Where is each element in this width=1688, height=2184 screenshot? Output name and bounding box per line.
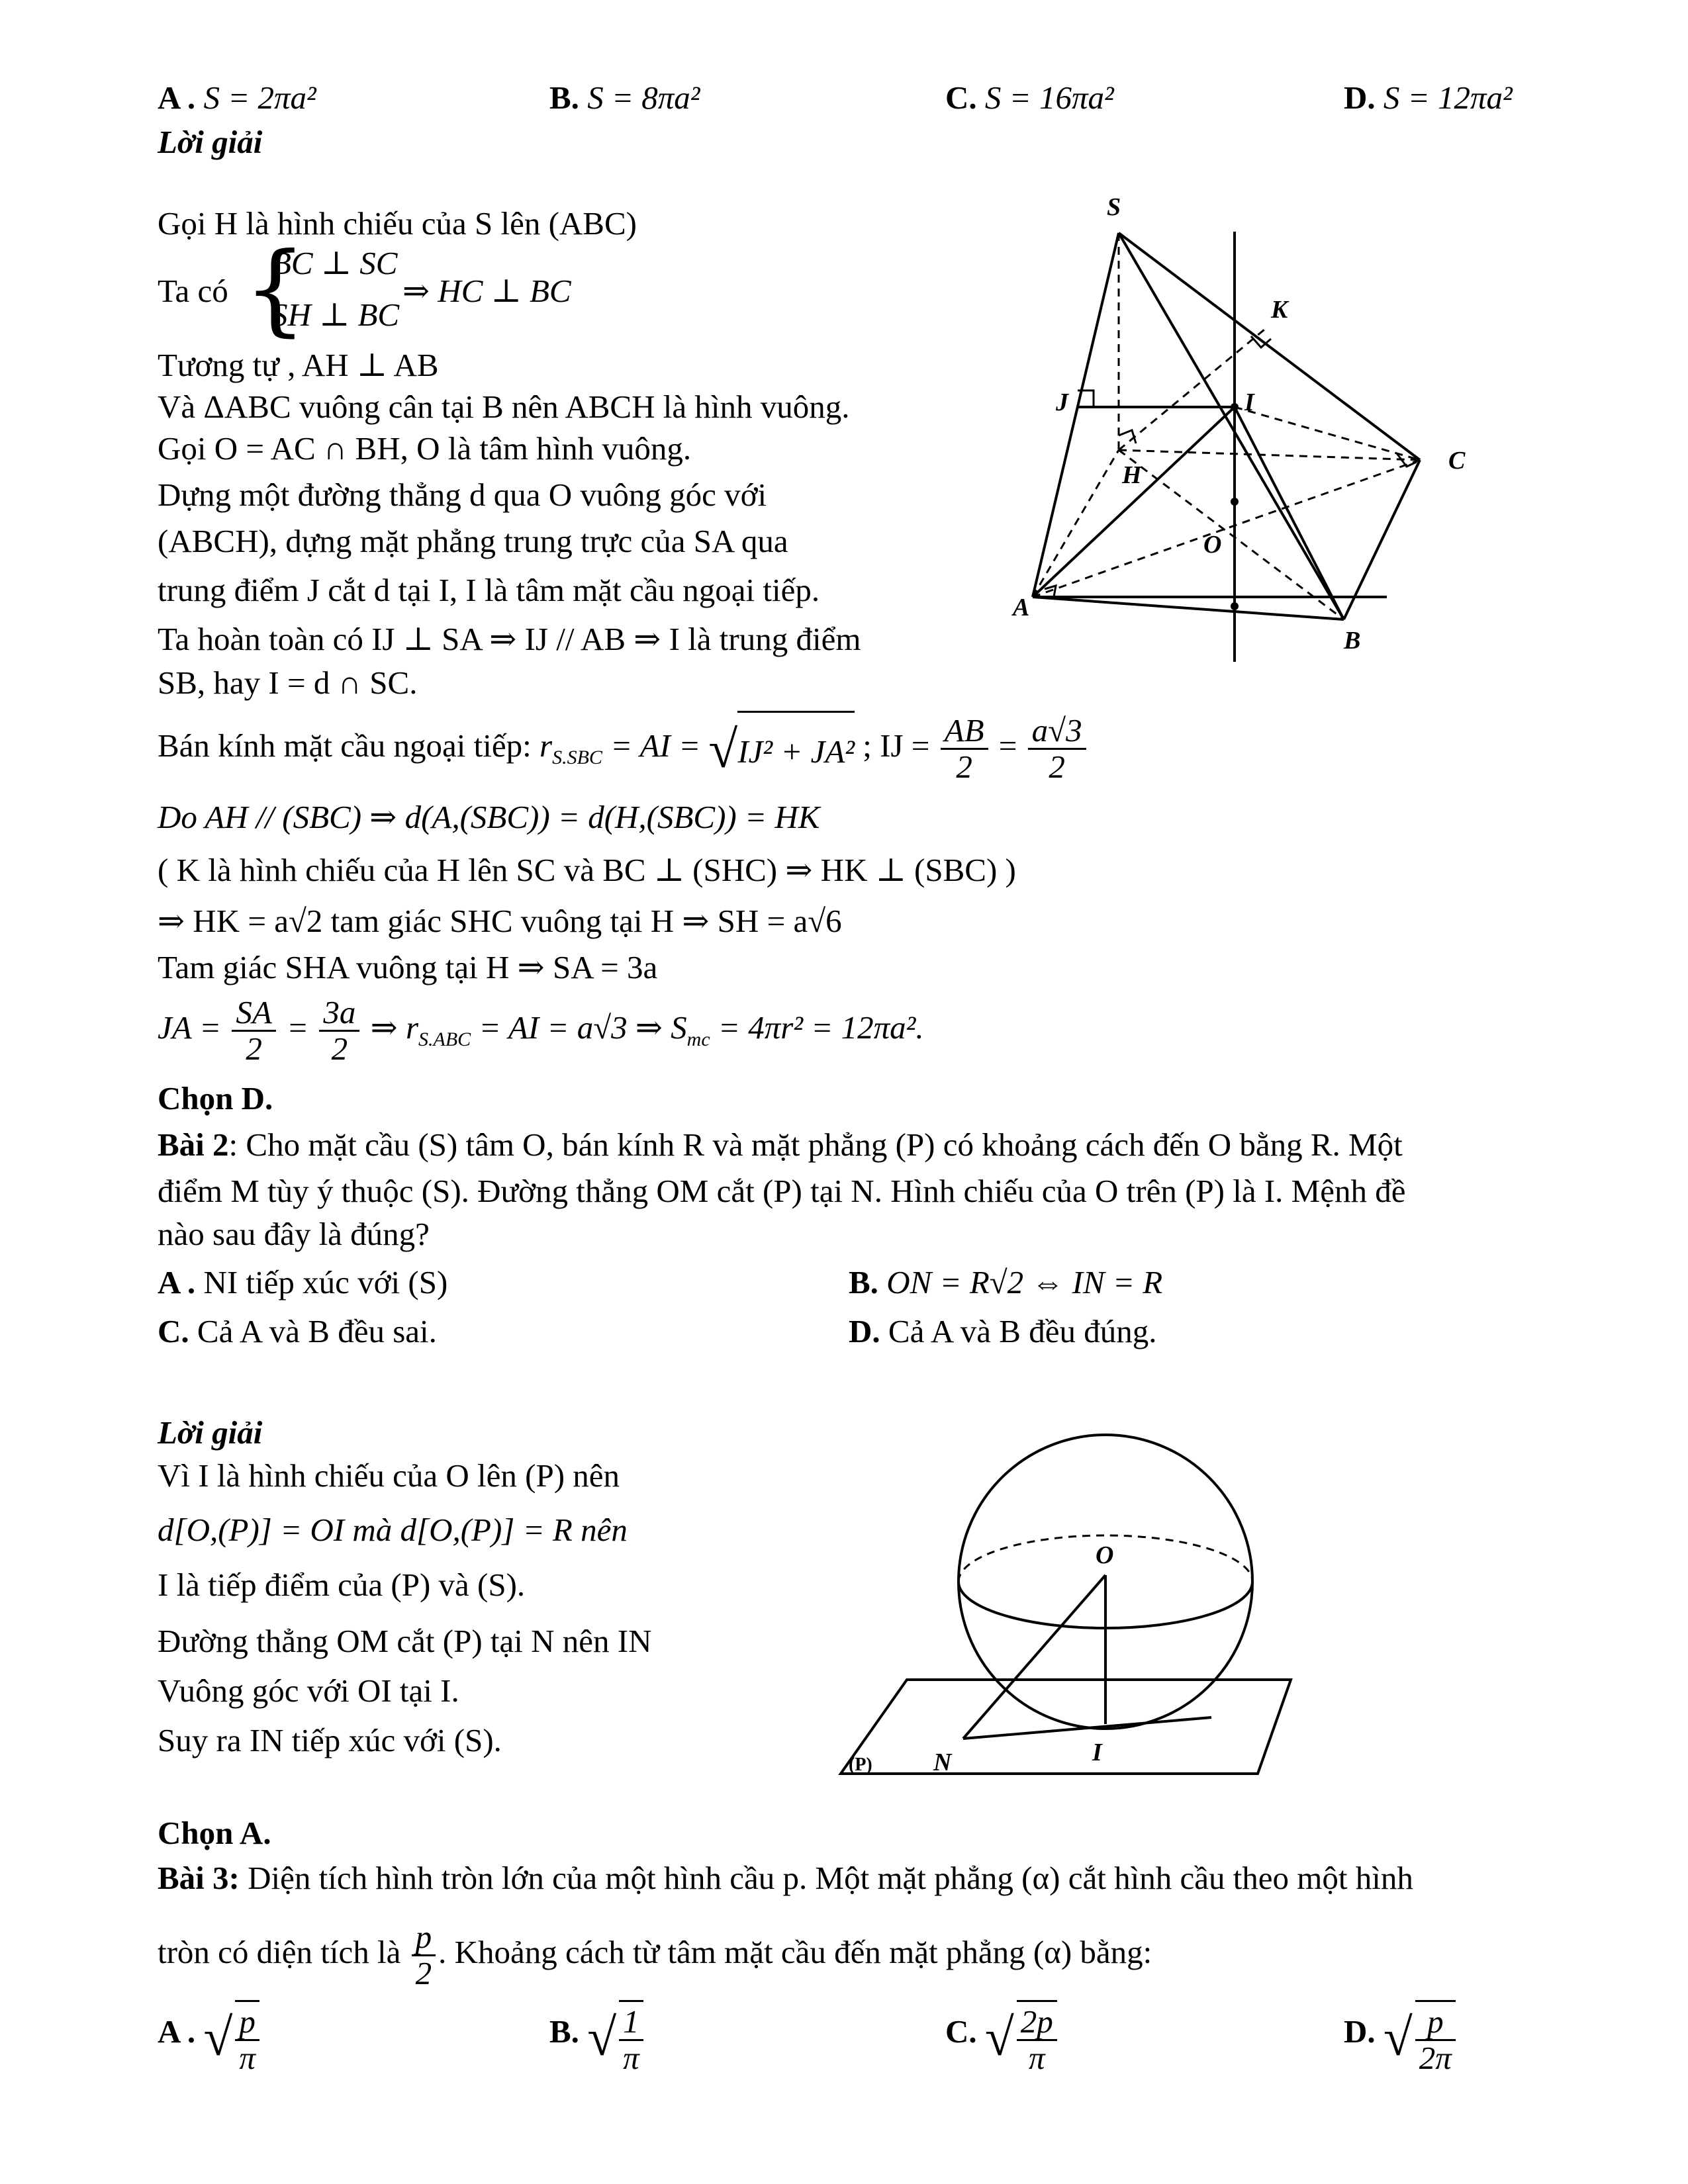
label-j: J [1056, 388, 1068, 416]
label-i: I [1244, 388, 1254, 416]
edge-bc [1344, 460, 1420, 619]
solution2-line: Đường thẳng OM cắt (P) tại N nên IN [158, 1623, 652, 1659]
solution1-line: ⇒ HK = a√2 tam giác SHC vuông tại H ⇒ SH = a√6 [158, 903, 842, 939]
option-c[interactable]: C. S = 16πa² [945, 79, 1114, 116]
sqrt: √IJ² + JA² [708, 710, 855, 788]
q3-line: tròn có diện tích là $\frac{p}{2}$ . Khoảng cách từ tâm mặt cầu đến mặt phẳng (α) bằng: [158, 1919, 1152, 1992]
right-angle-h [1119, 430, 1136, 443]
pyramid-figure [993, 185, 1496, 675]
solution2-line: Vuông góc với OI tại I. [158, 1672, 459, 1709]
label-i: I [1092, 1739, 1102, 1766]
fraction: $\frac{AB}{2}$ [941, 713, 988, 784]
solution1-line: Do AH // (SBC) ⇒ d(A,(SBC)) = d(H,(SBC)) = HK [158, 799, 820, 835]
q2-option-a[interactable]: A . NI tiếp xúc với (S) [158, 1264, 448, 1300]
option-b[interactable]: B. S = 8πa² [549, 79, 700, 116]
tangent-ni [963, 1717, 1211, 1739]
segment-ib [1235, 407, 1344, 619]
solution1-line: (ABCH), dựng mặt phẳng trung trực của SA qua [158, 523, 788, 559]
solution1-line: trung điểm J cắt d tại I, I là tâm mặt cầu ngoại tiếp. [158, 572, 820, 608]
system-result: ⇒ HC ⊥ BC [402, 273, 571, 309]
q3-option-a[interactable]: A . √ $\frac{p}{\pi}$ [158, 1992, 262, 2075]
sphere-figure [834, 1416, 1311, 1787]
option-d[interactable]: D. S = 12πa² [1344, 79, 1513, 116]
segment-on [963, 1575, 1105, 1739]
label-a: A [1013, 594, 1030, 621]
system-eq: SH ⊥ BC [271, 296, 400, 333]
label-n: N [933, 1749, 952, 1776]
label-h: H [1122, 461, 1142, 489]
segment-ah [1033, 450, 1119, 597]
label-c: C [1448, 447, 1466, 475]
q2-line: Bài 2: Cho mặt cầu (S) tâm O, bán kính R và mặt phẳng (P) có khoảng cách đến O bằng R. Một [158, 1126, 1403, 1163]
label-plane: (P) [849, 1754, 872, 1775]
segment-hk [1119, 330, 1264, 450]
solution1-heading: Lời giải [158, 124, 263, 160]
segment-ic [1235, 407, 1420, 460]
q2-option-c[interactable]: C. Cả A và B đều sai. [158, 1313, 437, 1349]
solution1-line: Dựng một đường thẳng d qua O vuông góc với [158, 477, 767, 513]
fraction: $\frac{a√3}{2}$ [1028, 713, 1086, 784]
segment-hc [1119, 450, 1420, 460]
option-a[interactable]: A . S = 2πa² [158, 79, 316, 116]
label-o: O [1096, 1541, 1114, 1569]
q3-option-b[interactable]: B. √ $\frac{1}{\pi}$ [549, 1992, 646, 2075]
solution1-line: Gọi O = AC ∩ BH, O là tâm hình vuông. [158, 430, 692, 467]
sqrt: √ $\frac{p}{2\pi}$ [1383, 1995, 1458, 2075]
solution2-line: Suy ra IN tiếp xúc với (S). [158, 1722, 502, 1758]
answer-choice: Chọn D. [158, 1080, 273, 1116]
edge-sc [1119, 233, 1420, 460]
q3-option-d[interactable]: D. √ $\frac{p}{2\pi}$ [1344, 1992, 1458, 2075]
solution1-line: Ta hoàn toàn có IJ ⊥ SA ⇒ IJ // AB ⇒ I là trung điểm [158, 621, 861, 657]
sqrt: √ $\frac{1}{\pi}$ [587, 1995, 645, 2075]
q2-option-d[interactable]: D. Cả A và B đều đúng. [849, 1313, 1157, 1349]
solution1-line: Tương tự , AH ⊥ AB [158, 347, 439, 383]
solution2-heading: Lời giải [158, 1414, 263, 1451]
q2-line: điểm M tùy ý thuộc (S). Đường thẳng OM cắt (P) tại N. Hình chiếu của O trên (P) là I. Mệnh đề [158, 1173, 1406, 1209]
label-s: S [1107, 193, 1121, 221]
q3-option-c[interactable]: C. √ $\frac{2p}{\pi}$ [945, 1992, 1060, 2075]
solution1-line: Và ΔABC vuông cân tại B nên ABCH là hình vuông. [158, 388, 850, 425]
q2-line: nào sau đây là đúng? [158, 1216, 430, 1252]
diagonal-ac [1033, 460, 1420, 597]
sqrt: √ $\frac{p}{\pi}$ [203, 1995, 261, 2075]
solution2-line: I là tiếp điểm của (P) và (S). [158, 1567, 526, 1603]
solution1-line: Ta có [158, 273, 228, 309]
solution1-line: ( K là hình chiếu của H lên SC và BC ⊥ (SHC) ⇒ HK ⊥ (SBC) ) [158, 852, 1016, 888]
solution2-line: Vì I là hình chiếu của O lên (P) nên [158, 1457, 620, 1494]
fraction: $\frac{p}{2}$ [412, 1920, 436, 1991]
final-line: JA = $\frac{SA}{2}$ = $\frac{3a}{2}$ ⇒ $r_{S.ABC}$ = AI = a√3 ⇒ $S_{mc} = 4\pi r^2 = 12\pi a^2$. [158, 994, 924, 1068]
system-brace: { [244, 232, 307, 347]
solution2-line: d[O,(P)] = OI mà d[O,(P)] = R nên [158, 1512, 628, 1548]
system-eq: BC ⊥ SC [271, 245, 398, 281]
fraction: $\frac{3a}{2}$ [319, 995, 359, 1066]
edge-ab [1033, 597, 1344, 619]
radius-line: Bán kính mặt cầu ngoại tiếp: $r_{S.SBC}$ = AI = √IJ² + JA² ; IJ = $\frac{AB}{2}$ = $\frac{a√3}{2}$ [158, 709, 1089, 794]
sqrt: √ $\frac{2p}{\pi}$ [985, 1995, 1060, 2075]
answer-choice: Chọn A. [158, 1815, 271, 1851]
segment-hb [1119, 450, 1344, 619]
q3-line: Bài 3: Diện tích hình tròn lớn của một hình cầu p. Một mặt phẳng (α) cắt hình cầu theo một hình [158, 1860, 1413, 1896]
solution1-line: Tam giác SHA vuông tại H ⇒ SA = 3a [158, 949, 658, 985]
plane-p [841, 1680, 1291, 1774]
fraction: $\frac{SA}{2}$ [232, 995, 275, 1066]
label-k: K [1271, 296, 1288, 324]
label-o: O [1203, 531, 1222, 559]
label-b: B [1344, 627, 1361, 655]
solution1-line: SB, hay I = d ∩ SC. [158, 664, 418, 701]
edge-sa [1033, 233, 1119, 597]
edge-sb [1119, 233, 1344, 619]
solution1-line: Gọi H là hình chiếu của S lên (ABC) [158, 205, 637, 242]
q2-option-b[interactable]: B. ON = R√2 ⇔ IN = R [849, 1264, 1163, 1300]
